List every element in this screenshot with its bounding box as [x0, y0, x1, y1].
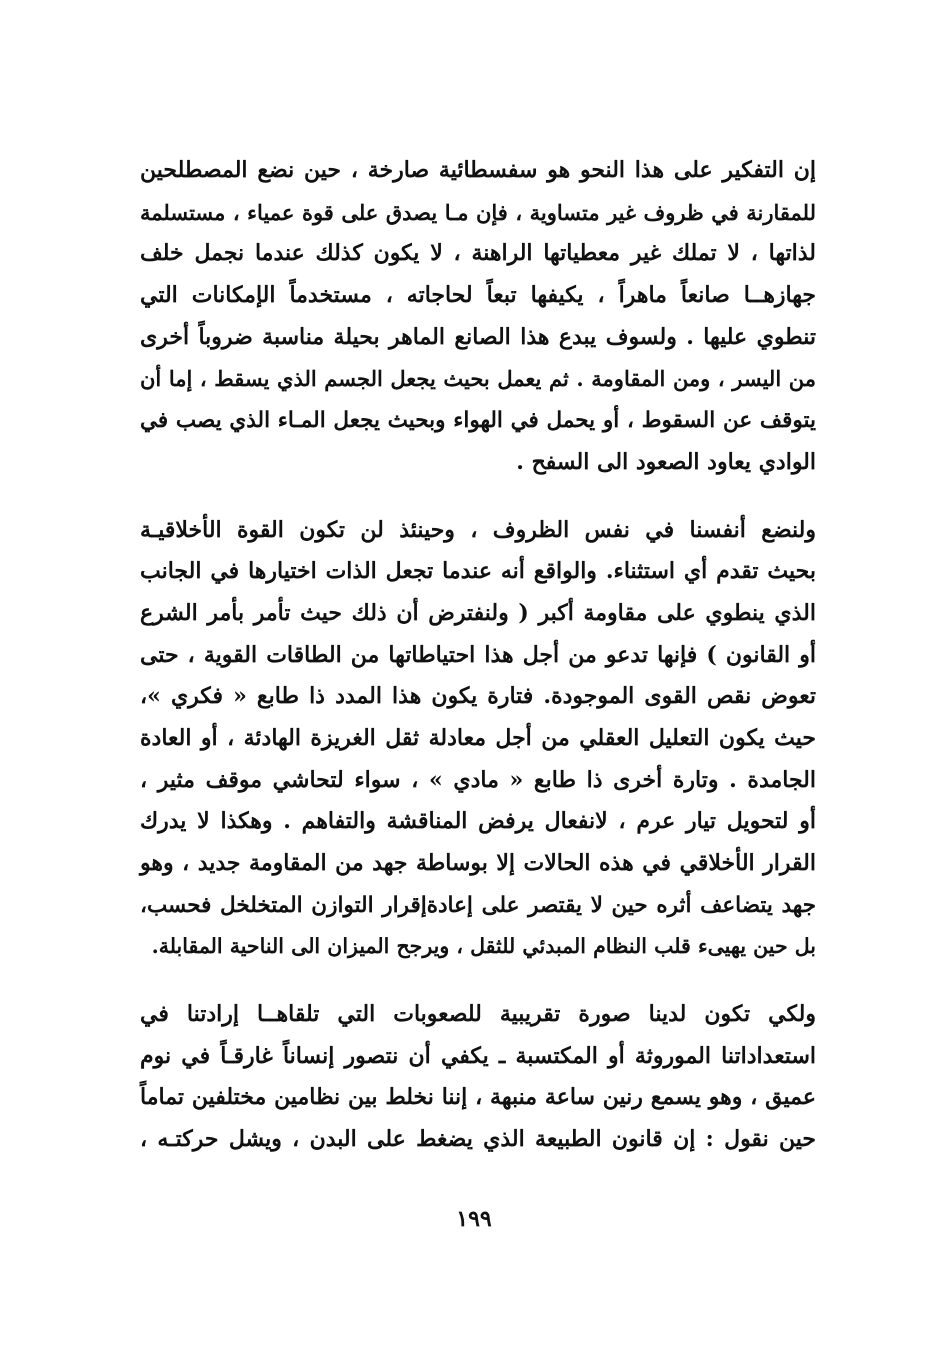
- text-line: من اليسر ، ومن المقاومة . ثم يعمل بحيث يجعل الجسم الذي يسقط ، إما أن: [140, 366, 816, 392]
- text-line: تعوض نقص القوى الموجودة. فتارة يكون هذا المدد ذا طابع « فكري »،: [140, 683, 816, 710]
- page-number: ١٩٩: [456, 1206, 492, 1232]
- text-line: بحيث تقدم أي استثناء. والواقع أنه عندما تجعل الذات اختيارها في الجانب: [140, 558, 816, 585]
- text-line: يتوقف عن السقوط ، أو يحمل في الهواء وبحيث يجعل المـاء الذي يصب في: [140, 408, 816, 434]
- text-line: استعداداتنا الموروثة أو المكتسبة ـ يكفي أن نتصور إنساناً غارقـاً في نوم: [140, 1042, 816, 1069]
- text-line: بل حين يهيىء قلب النظام المبدئي للثقل ، ويرجح الميزان الى الناحية المقابلة.: [151, 934, 816, 959]
- text-line: القرار الأخلاقي في هذه الحالات إلا بوساطة جهد من المقاومة جديد ، وهو: [140, 850, 816, 876]
- paragraph-2: [140, 510, 816, 969]
- body-text: [140, 150, 816, 1187]
- text-line: جهازهــا صانعاً ماهراً ، يكيفها تبعاً لحاجاته ، مستخدماً الإمكانات التي: [140, 282, 816, 309]
- text-line: ولكي تكون لدينا صورة تقريبية للصعوبات التي تلقاهــا إرادتنا في: [140, 1001, 816, 1028]
- text-line: عميق ، وهو يسمع رنين ساعة منبهة ، إننا نخلط بين نظامين مختلفين تماماً: [140, 1084, 816, 1111]
- text-line: الوادي يعاود الصعود الى السفح .: [516, 448, 816, 475]
- paragraph-1: [140, 150, 816, 484]
- text-line: أو لتحويل تيار عرم ، لانفعال يرفض المناقشة والتفاهم . وهكذا لا يدرك: [140, 808, 816, 835]
- text-line: الذي ينطوي على مقاومة أكبر ( ولنفترض أن ذلك حيث تأمر بأمر الشرع: [140, 599, 816, 626]
- text-line: أو القانون ) فإنها تدعو من أجل هذا احتياطاتها من الطاقات القوية ، حتى: [140, 641, 816, 668]
- text-line: حيث يكون التعليل العقلي من أجل معادلة ثقل الغريزة الهادئة ، أو العادة: [140, 724, 816, 751]
- text-line: إن التفكير على هذا النحو هو سفسطائية صارخة ، حين نضع المصطلحين: [140, 157, 816, 183]
- paragraph-3: [140, 994, 816, 1161]
- text-line: الجامدة . وتارة أخرى ذا طابع « مادي » ، سواء لتحاشي موقف مثير ،: [140, 766, 816, 793]
- text-line: لذاتها ، لا تملك غير معطياتها الراهنة ، لا يكون كذلك عندما نجمل خلف: [140, 240, 816, 267]
- text-line: حين نقول : إن قانون الطبيعة الذي يضغط على البدن ، ويشل حركتـه ،: [140, 1126, 816, 1153]
- text-line: ولنضع أنفسنا في نفس الظروف ، وحينئذ لن تكون القوة الأخلاقيـة: [140, 516, 816, 543]
- text-line: تنطوي عليها . ولسوف يبدع هذا الصانع الماهر بحيلة مناسبة ضروباً أخرى: [140, 323, 816, 350]
- text-line: للمقارنة في ظروف غير متساوية ، فإن مـا يصدق على قوة عمياء ، مستسلمة: [140, 199, 816, 225]
- text-line: جهد يتضاعف أثره حين لا يقتصر على إعادةإقرار التوازن المتخلخل فحسب،: [140, 892, 816, 918]
